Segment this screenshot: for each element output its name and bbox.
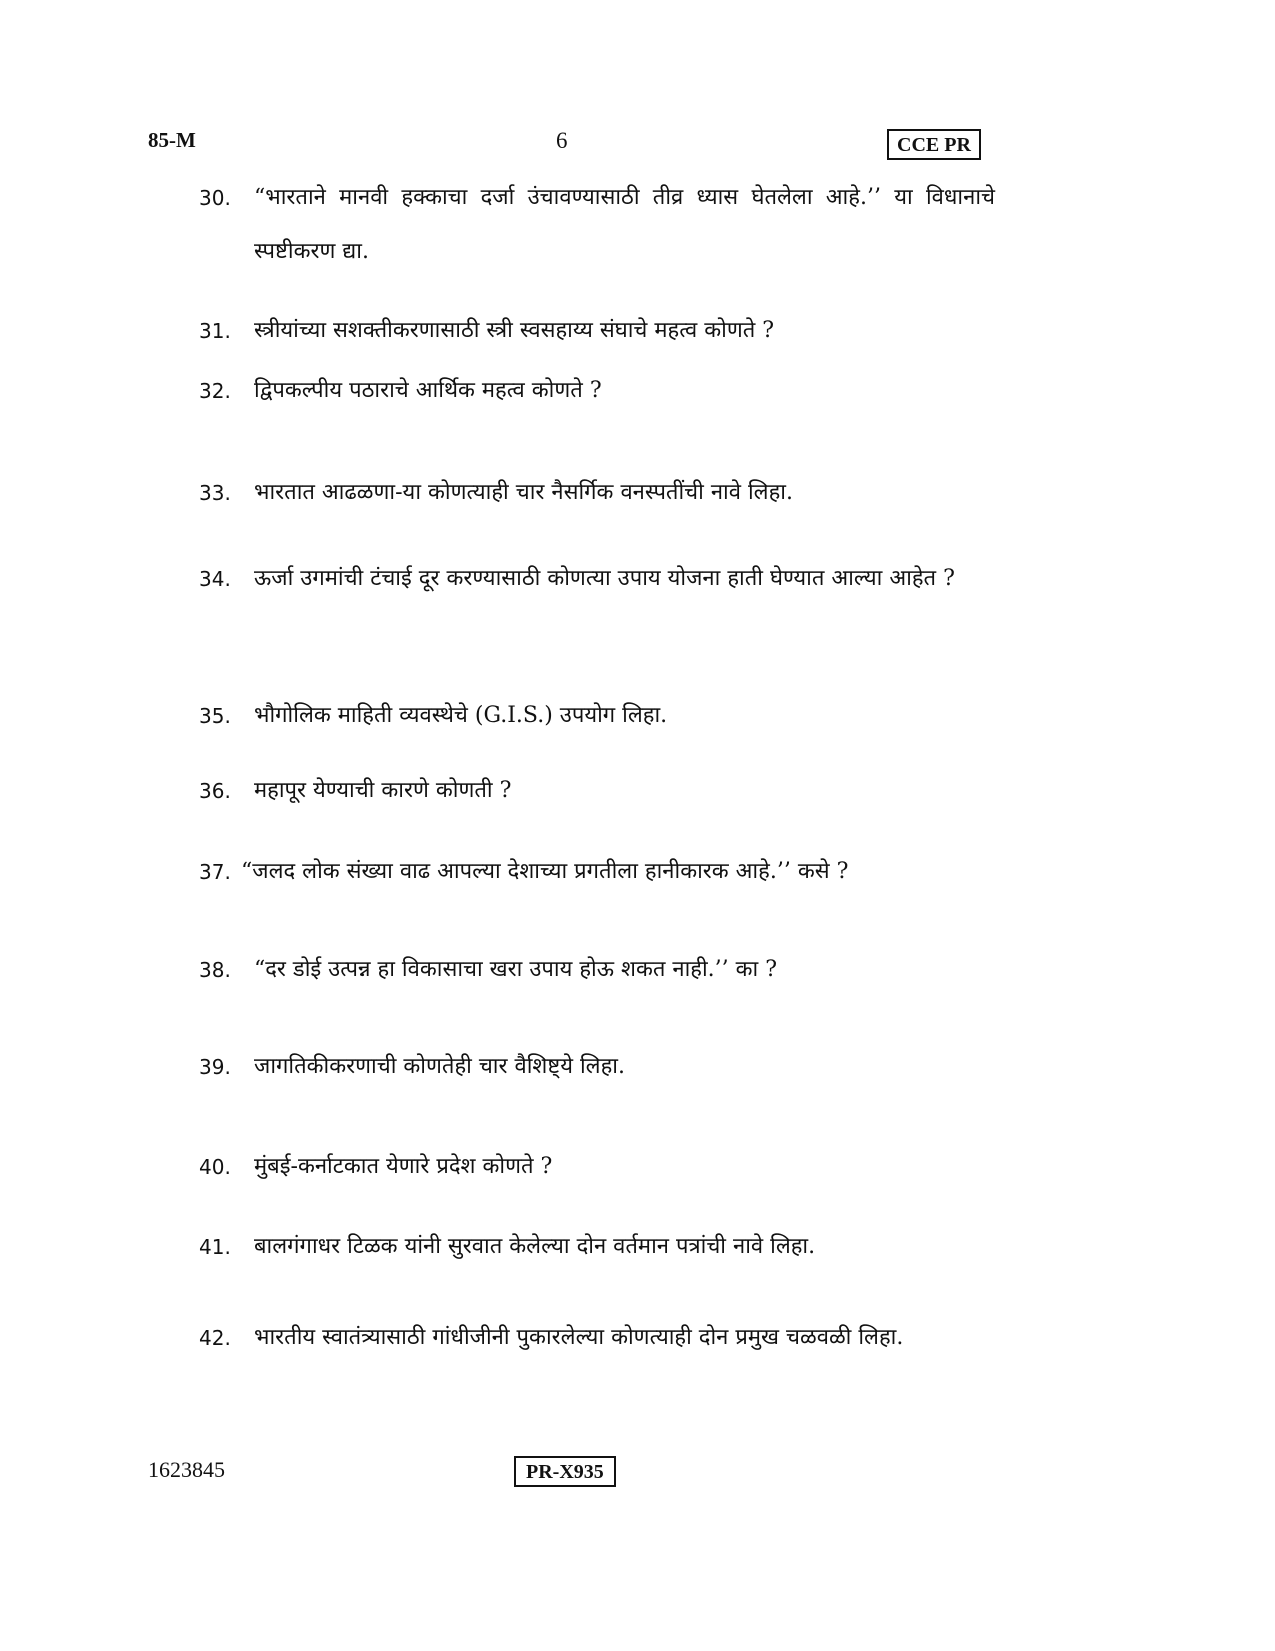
question-number: 42.: [199, 1326, 231, 1350]
question-32: [199, 364, 995, 418]
question-number: 31.: [199, 319, 231, 343]
question-text: द्विपकल्पीय पठाराचे आर्थिक महत्व कोणते ?: [254, 378, 602, 403]
header-code-box: CCE PR: [887, 129, 981, 160]
question-number: 39.: [199, 1055, 231, 1079]
footer-code-box: PR-X935: [514, 1456, 616, 1487]
question-number: 37.: [199, 860, 231, 884]
question-number: 41.: [199, 1235, 231, 1259]
question-text: मुंबई-कर्नाटकात येणारे प्रदेश कोणते ?: [254, 1154, 553, 1179]
question-39: [199, 1040, 995, 1094]
page-number: 6: [556, 128, 568, 153]
question-text: जागतिकीकरणाची कोणतेही चार वैशिष्ट्ये लिहा.: [254, 1054, 625, 1079]
paper-code: 85-M: [148, 128, 196, 152]
question-text: महापूर येण्याची कारणे कोणती ?: [254, 778, 512, 803]
question-number: 30.: [199, 186, 231, 210]
question-text: ऊर्जा उगमांची टंचाई दूर करण्यासाठी कोणत्या उपाय योजना हाती घेण्यात आल्या आहेत ?: [254, 566, 955, 591]
question-38: [199, 943, 995, 997]
question-number: 34.: [199, 567, 231, 591]
question-35: [199, 689, 995, 743]
question-42: [199, 1311, 995, 1365]
question-number: 32.: [199, 379, 231, 403]
serial-number: 1623845: [148, 1457, 225, 1482]
question-31: [199, 304, 995, 358]
question-text: भौगोलिक माहिती व्यवस्थेचे (G.I.S.) उपयोग लिहा.: [254, 703, 668, 728]
question-text: स्त्रीयांच्या सशक्तीकरणासाठी स्त्री स्वसहाय्य संघाचे महत्व कोणते ?: [254, 318, 775, 343]
question-text: “जलद लोक संख्या वाढ आपल्या देशाच्या प्रगतीला हानीकारक आहे.’’ कसे ?: [241, 859, 849, 884]
question-36: [199, 764, 995, 818]
question-33: [199, 466, 995, 520]
question-text: बालगंगाधर टिळक यांनी सुरवात केलेल्या दोन वर्तमान पत्रांची नावे लिहा.: [254, 1234, 816, 1259]
question-text: “भारताने मानवी हक्काचा दर्जा उंचावण्यासाठी तीव्र ध्यास घेतलेला आहे.’’ या विधानाचे स्पष्टीकरण द्या.: [254, 185, 995, 264]
question-34: [199, 552, 995, 606]
question-number: 35.: [199, 704, 231, 728]
question-41: [199, 1220, 995, 1274]
question-40: [199, 1140, 995, 1194]
question-number: 36.: [199, 779, 231, 803]
question-number: 38.: [199, 958, 231, 982]
question-number: 33.: [199, 481, 231, 505]
question-37: [199, 845, 995, 899]
question-text: “दर डोई उत्पन्न हा विकासाचा खरा उपाय होऊ शकत नाही.’’ का ?: [254, 957, 778, 982]
question-number: 40.: [199, 1155, 231, 1179]
question-text: भारतात आढळणा-या कोणत्याही चार नैसर्गिक वनस्पतींची नावे लिहा.: [254, 480, 793, 505]
question-30: [199, 171, 995, 279]
question-text: भारतीय स्वातंत्र्यासाठी गांधीजीनी पुकारलेल्या कोणत्याही दोन प्रमुख चळवळी लिहा.: [254, 1325, 904, 1350]
